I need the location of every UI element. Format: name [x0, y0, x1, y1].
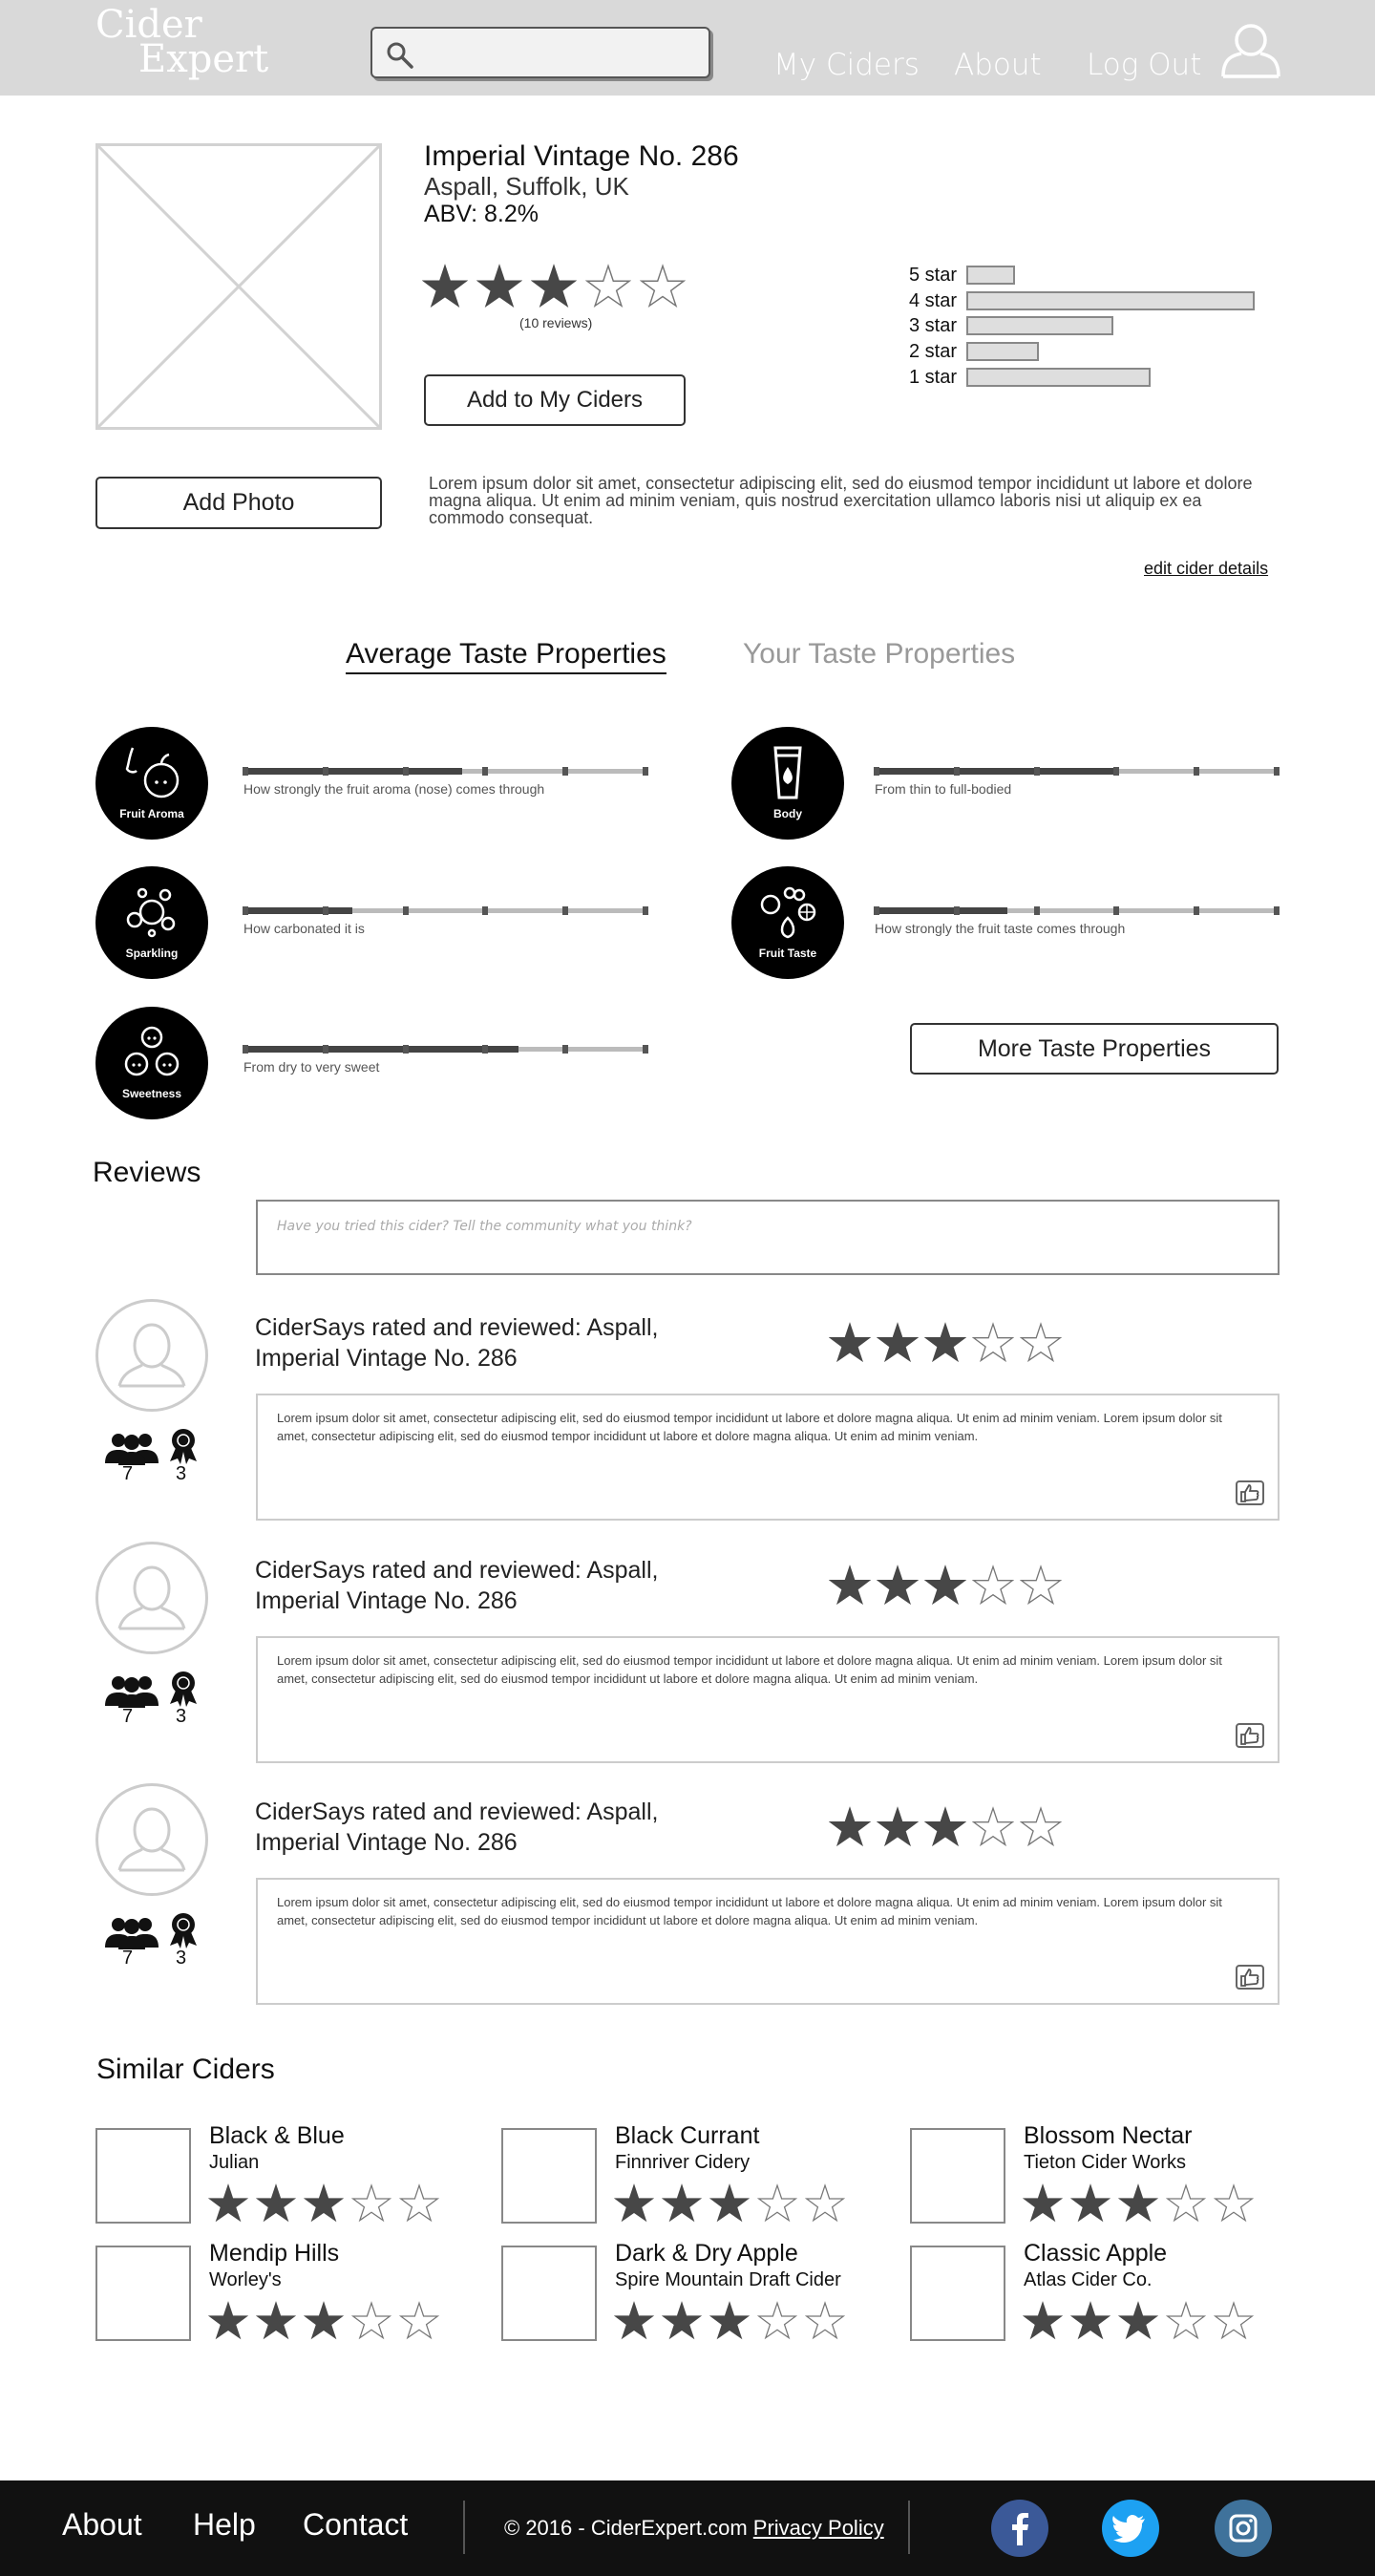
- star-empty-icon: [972, 1322, 1014, 1364]
- star-filled-icon: [877, 1806, 919, 1848]
- copyright-text: © 2016 - CiderExpert.com Privacy Policy: [504, 2516, 884, 2540]
- reviewer-avatar[interactable]: [95, 1783, 208, 1896]
- product-photo-placeholder: [95, 143, 382, 430]
- tab-average-taste[interactable]: Average Taste Properties: [346, 638, 666, 674]
- star-filled-icon[interactable]: [531, 264, 577, 309]
- similar-cider-card[interactable]: Black & Blue Julian: [95, 2128, 477, 2233]
- slider-tick: [323, 1045, 328, 1054]
- slider-tick: [482, 1045, 488, 1054]
- nav-my-ciders[interactable]: My Ciders: [773, 48, 920, 82]
- search-input[interactable]: [370, 27, 710, 78]
- add-photo-button[interactable]: Add Photo: [95, 477, 382, 529]
- similar-cider-rating: [614, 2183, 853, 2224]
- slider-tick: [1194, 906, 1199, 915]
- breakdown-bar: [966, 368, 1151, 387]
- breakdown-bar: [966, 316, 1113, 335]
- user-silhouette-icon: [98, 1302, 205, 1409]
- breakdown-bar: [966, 266, 1015, 285]
- star-empty-icon: [1214, 2183, 1254, 2224]
- slider-tick: [562, 906, 568, 915]
- footer-about-link[interactable]: About: [62, 2507, 142, 2542]
- friends-count: 7: [122, 1463, 134, 1484]
- breakdown-row: 5 star: [909, 265, 1015, 286]
- review-item: [0, 1783, 1375, 2012]
- slider-tick: [323, 767, 328, 776]
- star-empty-icon: [805, 2183, 845, 2224]
- similar-cider-card[interactable]: Black Currant Finnriver Cidery: [501, 2128, 883, 2233]
- star-filled-icon: [829, 1806, 871, 1848]
- star-filled-icon: [208, 2301, 248, 2341]
- star-empty-icon: [757, 2301, 797, 2341]
- product-star-rating[interactable]: [422, 264, 694, 309]
- star-filled-icon: [1118, 2183, 1158, 2224]
- star-empty-icon: [1166, 2183, 1206, 2224]
- facebook-icon[interactable]: [991, 2500, 1048, 2557]
- star-filled-icon: [829, 1322, 871, 1364]
- similar-cider-rating: [208, 2183, 447, 2224]
- star-empty-icon: [1166, 2301, 1206, 2341]
- cider-expert-logo[interactable]: Cider Expert: [95, 3, 269, 81]
- review-body-box: Lorem ipsum dolor sit amet, consectetur adipiscing elit, sed do eiusmod tempor incididunt ut labore et dolore magna aliqua. Ut enim ad minim veniam. Lorem ipsum dolor sit amet, consectetur adipiscing elit, sed do eiusmod tempor incididunt ut labore et dolore magna aliqua. Ut enim ad minim veniam.: [256, 1394, 1280, 1521]
- star-empty-icon: [972, 1806, 1014, 1848]
- fruit-taste-slider: [874, 900, 1280, 921]
- star-filled-icon: [208, 2183, 248, 2224]
- star-empty-icon: [1020, 1322, 1062, 1364]
- cider-abv: ABV: 8.2%: [424, 201, 539, 227]
- similar-ciders-heading: Similar Ciders: [96, 2054, 275, 2085]
- more-taste-properties-button[interactable]: More Taste Properties: [910, 1023, 1279, 1075]
- star-empty-icon: [1020, 1806, 1062, 1848]
- star-empty-icon: [351, 2301, 391, 2341]
- reviewer-avatar[interactable]: [95, 1299, 208, 1412]
- slider-fill: [243, 768, 462, 775]
- nav-about[interactable]: About: [954, 48, 1042, 82]
- star-filled-icon: [662, 2183, 702, 2224]
- similar-cider-rating: [1023, 2301, 1261, 2341]
- cider-description: Lorem ipsum dolor sit amet, consectetur adipiscing elit, sed do eiusmod tempor incididunt ut labore et dolore magna aliqua. Ut enim ad minim veniam, quis nostrud exercitation ullamco laboris nisi ut aliquip ex ea commodo consequat.: [429, 474, 1253, 527]
- thumbs-up-icon[interactable]: [1236, 1965, 1264, 1990]
- star-filled-icon: [924, 1322, 966, 1364]
- body-caption: From thin to full-bodied: [875, 781, 1012, 797]
- friends-icon: [103, 1673, 160, 1710]
- slider-tick: [243, 767, 248, 776]
- fruit-aroma-slider: [243, 760, 648, 781]
- slider-tick: [643, 906, 648, 915]
- footer-divider: [908, 2501, 910, 2554]
- slider-tick: [1034, 767, 1040, 776]
- badges-count: 3: [176, 1706, 187, 1727]
- slider-fill: [243, 907, 352, 914]
- star-filled-icon: [304, 2183, 344, 2224]
- slider-tick: [1034, 906, 1040, 915]
- review-item: [0, 1299, 1375, 1528]
- slider-tick: [403, 1045, 409, 1054]
- nav-log-out[interactable]: Log Out: [1087, 48, 1202, 82]
- slider-tick: [562, 767, 568, 776]
- similar-cider-thumbnail[interactable]: [501, 2246, 597, 2341]
- review-title[interactable]: CiderSays rated and reviewed: Aspall, Imperial Vintage No. 286: [255, 1314, 659, 1372]
- review-input[interactable]: Have you tried this cider? Tell the community what you think?: [256, 1200, 1280, 1275]
- star-filled-icon: [924, 1806, 966, 1848]
- star-filled-icon: [304, 2301, 344, 2341]
- slider-tick: [482, 767, 488, 776]
- slider-tick: [403, 906, 409, 915]
- badges-count: 3: [176, 1948, 187, 1969]
- friends-count: 7: [122, 1706, 134, 1727]
- fruit-taste-icon: Fruit Taste: [731, 866, 844, 979]
- thumbs-up-icon[interactable]: [1236, 1723, 1264, 1748]
- star-filled-icon: [709, 2183, 750, 2224]
- slider-tick: [1274, 767, 1280, 776]
- slider-tick: [403, 767, 409, 776]
- star-filled-icon[interactable]: [422, 264, 468, 309]
- star-empty-icon: [351, 2183, 391, 2224]
- star-empty-icon: [805, 2301, 845, 2341]
- twitter-icon[interactable]: [1102, 2500, 1159, 2557]
- breakdown-row: 1 star: [909, 367, 1151, 388]
- star-filled-icon: [1023, 2301, 1063, 2341]
- review-star-rating: [829, 1322, 1068, 1364]
- slider-tick: [1274, 906, 1280, 915]
- footer-divider: [463, 2501, 465, 2554]
- friends-icon: [103, 1915, 160, 1951]
- slider-tick: [243, 906, 248, 915]
- slider-fill: [243, 1046, 518, 1053]
- privacy-policy-link[interactable]: Privacy Policy: [752, 2516, 884, 2540]
- similar-cider-rating: [614, 2301, 853, 2341]
- cider-origin: Aspall, Suffolk, UK: [424, 172, 629, 201]
- similar-cider-thumbnail[interactable]: [95, 2246, 191, 2341]
- star-empty-icon: [1020, 1565, 1062, 1607]
- review-count[interactable]: (10 reviews): [519, 315, 593, 330]
- slider-tick: [874, 767, 879, 776]
- sweetness-slider: [243, 1038, 648, 1059]
- fruit-taste-caption: How strongly the fruit taste comes through: [875, 921, 1126, 936]
- badge-icon: [166, 1670, 201, 1708]
- review-title[interactable]: CiderSays rated and reviewed: Aspall, Imperial Vintage No. 286: [255, 1557, 659, 1614]
- breakdown-row: 4 star: [909, 290, 1255, 311]
- user-profile-icon[interactable]: [1220, 21, 1281, 80]
- badge-icon: [166, 1911, 201, 1949]
- breakdown-row: 2 star: [909, 341, 1039, 362]
- slider-tick: [562, 1045, 568, 1054]
- similar-cider-rating: [1023, 2183, 1261, 2224]
- reviewer-avatar[interactable]: [95, 1542, 208, 1654]
- image-placeholder-icon: [98, 146, 379, 427]
- thumbs-up-icon[interactable]: [1236, 1480, 1264, 1505]
- slider-tick: [874, 906, 879, 915]
- sparkling-icon: Sparkling: [95, 866, 208, 979]
- slider-tick: [323, 906, 328, 915]
- badge-icon: [166, 1427, 201, 1465]
- breakdown-bar: [966, 291, 1255, 310]
- review-item: [0, 1542, 1375, 1771]
- friends-count: 7: [122, 1948, 134, 1969]
- star-filled-icon: [877, 1322, 919, 1364]
- slider-fill: [874, 907, 1007, 914]
- star-filled-icon: [877, 1565, 919, 1607]
- body-slider: [874, 760, 1280, 781]
- tab-your-taste[interactable]: Your Taste Properties: [743, 638, 1016, 670]
- slider-tick: [954, 767, 960, 776]
- star-filled-icon: [1118, 2301, 1158, 2341]
- slider-tick: [1113, 767, 1119, 776]
- similar-cider-card[interactable]: Mendip Hills Worley's: [95, 2246, 477, 2351]
- star-empty-icon: [399, 2301, 439, 2341]
- slider-tick: [1113, 906, 1119, 915]
- slider-tick: [1194, 767, 1199, 776]
- slider-tick: [954, 906, 960, 915]
- review-body-box: Lorem ipsum dolor sit amet, consectetur adipiscing elit, sed do eiusmod tempor incididunt ut labore et dolore magna aliqua. Ut enim ad minim veniam. Lorem ipsum dolor sit amet, consectetur adipiscing elit, sed do eiusmod tempor incididunt ut labore et dolore magna aliqua. Ut enim ad minim veniam.: [256, 1636, 1280, 1763]
- review-body-box: Lorem ipsum dolor sit amet, consectetur adipiscing elit, sed do eiusmod tempor incididunt ut labore et dolore magna aliqua. Ut enim ad minim veniam. Lorem ipsum dolor sit amet, consectetur adipiscing elit, sed do eiusmod tempor incididunt ut labore et dolore magna aliqua. Ut enim ad minim veniam.: [256, 1878, 1280, 2005]
- user-silhouette-icon: [98, 1544, 205, 1651]
- similar-cider-thumbnail[interactable]: [910, 2128, 1005, 2224]
- slider-tick: [643, 1045, 648, 1054]
- cider-name: Imperial Vintage No. 286: [424, 140, 739, 172]
- similar-cider-card[interactable]: Classic Apple Atlas Cider Co.: [910, 2246, 1292, 2351]
- slider-tick: [482, 906, 488, 915]
- breakdown-bar: [966, 342, 1039, 361]
- star-filled-icon: [829, 1565, 871, 1607]
- sparkling-caption: How carbonated it is: [243, 921, 365, 936]
- reviews-heading: Reviews: [93, 1157, 201, 1188]
- star-filled-icon: [614, 2301, 654, 2341]
- footer-help-link[interactable]: Help: [193, 2507, 256, 2542]
- star-empty-icon: [399, 2183, 439, 2224]
- star-empty-icon: [757, 2183, 797, 2224]
- breakdown-row: 3 star: [909, 315, 1113, 336]
- star-filled-icon: [1023, 2183, 1063, 2224]
- similar-cider-thumbnail[interactable]: [501, 2128, 597, 2224]
- similar-cider-thumbnail[interactable]: [910, 2246, 1005, 2341]
- star-filled-icon: [256, 2183, 296, 2224]
- similar-cider-card[interactable]: Dark & Dry Apple Spire Mountain Draft Cider: [501, 2246, 893, 2351]
- sweetness-icon: Sweetness: [95, 1007, 208, 1119]
- badges-count: 3: [176, 1463, 187, 1484]
- instagram-icon[interactable]: [1215, 2500, 1272, 2557]
- similar-cider-rating: [208, 2301, 447, 2341]
- star-filled-icon: [1070, 2183, 1111, 2224]
- slider-fill: [874, 768, 1117, 775]
- similar-cider-card[interactable]: Blossom Nectar Tieton Cider Works: [910, 2128, 1292, 2233]
- fruit-aroma-icon: Fruit Aroma: [95, 727, 208, 840]
- slider-tick: [243, 1045, 248, 1054]
- footer-contact-link[interactable]: Contact: [303, 2507, 409, 2542]
- star-filled-icon: [662, 2301, 702, 2341]
- fruit-aroma-caption: How strongly the fruit aroma (nose) comes through: [243, 781, 545, 797]
- star-filled-icon: [614, 2183, 654, 2224]
- review-star-rating: [829, 1565, 1068, 1607]
- slider-tick: [643, 767, 648, 776]
- star-filled-icon: [256, 2301, 296, 2341]
- star-filled-icon: [1070, 2301, 1111, 2341]
- sparkling-slider: [243, 900, 648, 921]
- body-icon: Body: [731, 727, 844, 840]
- star-filled-icon: [709, 2301, 750, 2341]
- star-filled-icon: [924, 1565, 966, 1607]
- star-empty-icon: [1214, 2301, 1254, 2341]
- edit-cider-details-link[interactable]: edit cider details: [1144, 559, 1269, 578]
- add-to-my-ciders-button[interactable]: Add to My Ciders: [424, 374, 686, 426]
- user-silhouette-icon: [98, 1786, 205, 1893]
- star-empty-icon[interactable]: [640, 264, 686, 309]
- similar-cider-thumbnail[interactable]: [95, 2128, 191, 2224]
- star-empty-icon[interactable]: [585, 264, 631, 309]
- star-empty-icon: [972, 1565, 1014, 1607]
- search-icon: [386, 41, 414, 70]
- star-filled-icon[interactable]: [476, 264, 522, 309]
- review-title[interactable]: CiderSays rated and reviewed: Aspall, Imperial Vintage No. 286: [255, 1799, 659, 1856]
- friends-icon: [103, 1431, 160, 1467]
- review-star-rating: [829, 1806, 1068, 1848]
- sweetness-caption: From dry to very sweet: [243, 1059, 380, 1075]
